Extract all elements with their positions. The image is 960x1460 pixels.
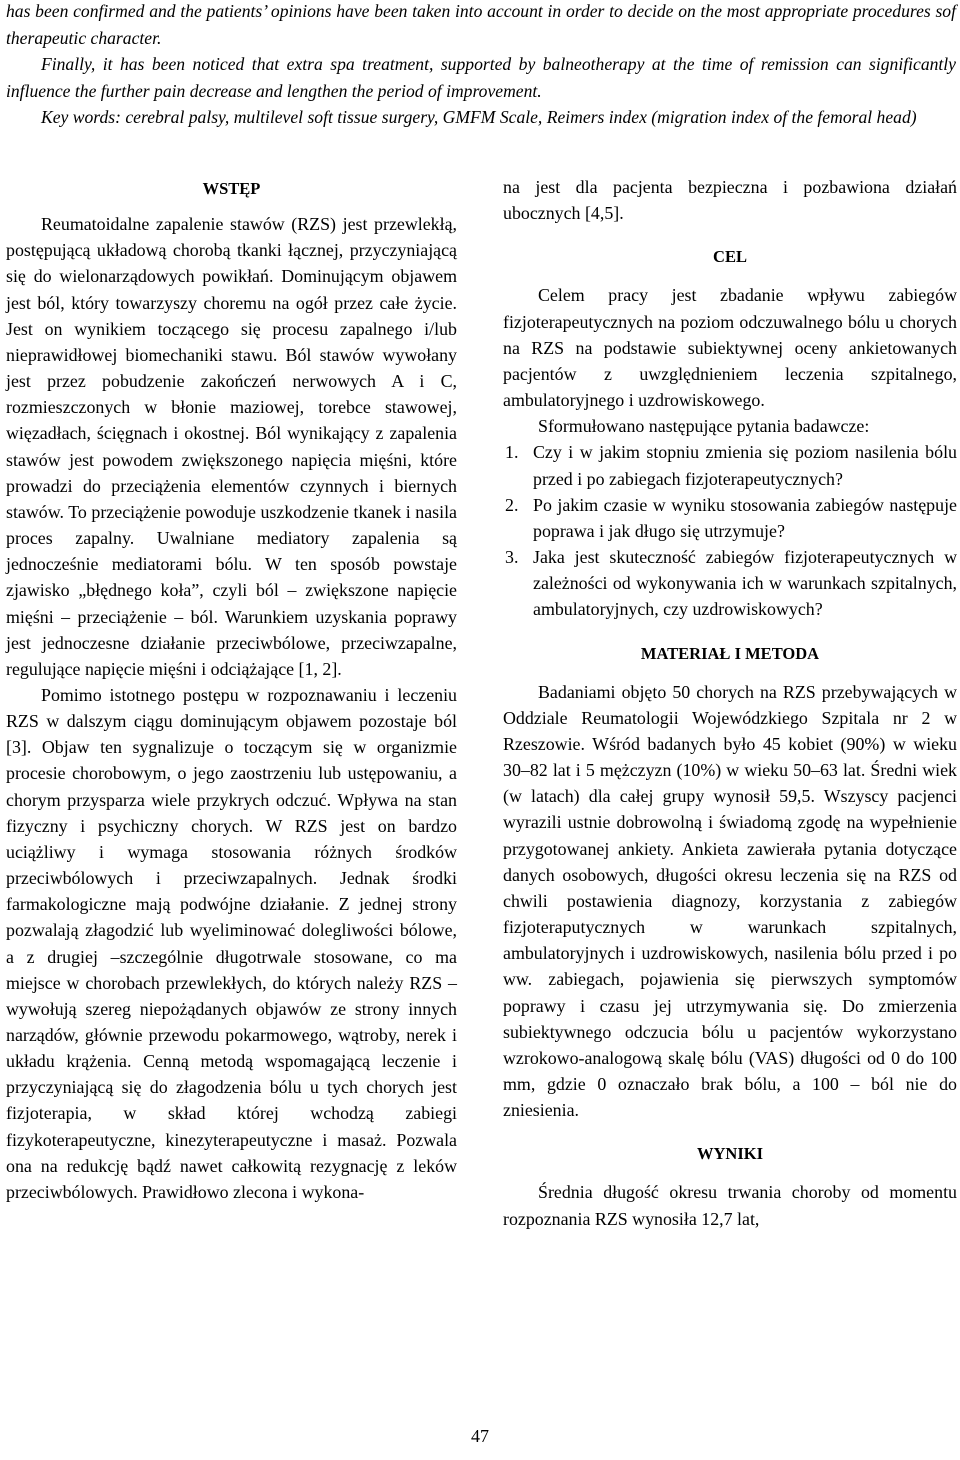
list-item-text: Jaka jest skuteczność zabiegów fizjoterapeutycznych w zależności od wykonywania ich w warunkach szpitalnych, ambulatoryjnych, czy uzdrowiskowych? (533, 547, 957, 620)
left-column (6, 172, 457, 1205)
list-item-text: Czy i w jakim stopniu zmienia się poziom nasilenia bólu przed i po zabiegach fizjoterapeutycznych? (533, 442, 957, 489)
section-heading-material: MATERIAŁ I METODA (640, 643, 820, 663)
list-item-number: 1. (505, 442, 519, 463)
list-item (503, 439, 957, 491)
abstract-paragraph: has been confirmed and the patients’ opinions have been taken into account in order to decide on the most appropriate procedures sof therapeutic character. (6, 1, 956, 48)
section-heading-wyniki: WYNIKI (696, 1144, 763, 1164)
body-paragraph-continuation: na jest dla pacjenta bezpieczna i pozbawiona działań ubocznych [4,5]. (503, 177, 957, 224)
body-paragraph: Sformułowano następujące pytania badawcze: (538, 416, 870, 437)
english-abstract (6, 0, 956, 131)
body-paragraph: Średnia długość okresu trwania choroby od momentu rozpoznania RZS wynosiła 12,7 lat, (503, 1182, 957, 1229)
list-item (503, 492, 957, 544)
page-number: 47 (471, 1426, 489, 1446)
body-paragraph: Reumatoidalne zapalenie stawów (RZS) jest przewlekłą, postępującą układową chorobą tkanki łącznej, przyczyniającą się do wielonarządowych powikłań. Dominującym objawem jest ból, który towarzyszy choremu na ogół przez całe życie. Jest on wynikiem toczącego się procesu zapalnego i/lub nieprawidłowej biomechaniki stawu. Ból stawów wywołany jest przez pobudzenie zakończeń nerwowych A i C, rozmieszczonych w błonie maziowej, torebce stawowej, więzadłach, ścięgnach i okostnej. Ból wynikający z zapalenia stawów jest powodem zwiększonego napięcia mięśni, które prowadzi do przeciążenia elementów czynnych i biernych stawów. To przeciążenie powoduje uszkodzenie tkanek i nasila proces zapalny. Uwalniane mediatory zapalenia są jednocześnie mediatorami bólu. W ten sposób powstaje zjawisko „błędnego koła”, czyli ból – zwiększone napięcie mięśni – przeciążenie – ból. Warunkiem uzyskania poprawy jest jednoczesne działanie przeciwbólowe, przeciwzapalne, regulujące napięcie mięśni i odciążające [1, 2]. (6, 214, 457, 679)
right-column (503, 174, 957, 1232)
list-item (503, 544, 957, 622)
list-item-number: 2. (505, 494, 519, 515)
list-item-text: Po jakim czasie w wyniku stosowania zabiegów następuje poprawa i jak długo się utrzymuje? (533, 494, 957, 541)
body-paragraph: Pomimo istotnego postępu w rozpoznawaniu i leczeniu RZS w dalszym ciągu dominującym objawem pozostaje ból [3]. Objaw ten sygnalizuje o toczącym się w organizmie procesie chorobowym, o jego zaostrzeniu lub ustępowaniu, a chorym przysparza wiele przykrych odczuć. Wpływa na stan fizyczny i psychiczny chorych. W RZS jest on bardzo uciążliwy i wymaga stosowania różnych środków przeciwbólowych i przeciwzapalnych. Jednak środki farmakologiczne mają podwójne działanie. Z jednej strony pozwalają złagodzić lub wyeliminować dolegliwości bólowe, a z drugiej –szczególnie długotrwale stosowane, co ma miejsce w chorobach przewlekłych, do których należy RZS – wywołują szereg niepożądanych objawów ze strony innych narządów, głównie przewodu pokarmowego, wątroby, nerek i układu krążenia. Cenną metodą wspomagającą leczenie i przyczyniającą się do złagodzenia bólu u tych chorych jest fizjoterapia, w skład której wchodzą zabiegi fizykoterapeutyczne, kinezyterapeutyczne i masaż. Pozwala ona na redukcję bądź nawet całkowitą rezygnację z leków przeciwbólowych. Prawidłowo zlecona i wykona- (6, 684, 457, 1202)
list-item-number: 3. (505, 547, 519, 568)
section-heading-cel: CEL (713, 247, 747, 267)
body-paragraph: Badaniami objęto 50 chorych na RZS przebywających w Oddziale Reumatologii Wojewódzkiego Szpitala nr 2 w Rzeszowie. Wśród badanych było 45 kobiet (90%) w wieku 30–82 lat i 5 mężczyzn (10%) w wieku 50–63 lat. Średni wiek (w latach) dla całej grupy wynosił 59,5. Wszyscy pacjenci wyrazili ustnie dobrowolną i świadomą zgodę na wypełnienie przygotowanej ankiety. Ankieta zawierała pytania dotyczące danych osobowych, długości okresu leczenia się na RZS od chwili postawienia diagnozy, korzystania z zabiegów fizjoteraputycznych w warunkach szpitalnych, ambulatoryjnych i uzdrowiskowych, nasilenia bólu przed i po ww. zabiegach, pojawienia się pierwszych symptomów poprawy i czasu jej utrzymywania się. Do zmierzenia subiektywnego odczucia bólu u pacjentów wykorzystano wzrokowo-analogową skalę bólu (VAS) długości od 0 do 100 mm, gdzie 0 oznaczało brak bólu, a 100 – ból nie do zniesienia. (503, 681, 957, 1121)
research-questions-list (503, 439, 957, 622)
section-heading-wstep: WSTĘP (202, 179, 261, 198)
abstract-paragraph: Finally, it has been noticed that extra spa treatment, supported by balneotherapy at the time of remission can significantly influence the further pain decrease and lengthen the period of improvement. (6, 54, 956, 101)
abstract-keywords: Key words: cerebral palsy, multilevel soft tissue surgery, GMFM Scale, Reimers index (migration index of the femoral head) (41, 107, 917, 127)
body-paragraph: Celem pracy jest zbadanie wpływu zabiegów fizjoterapeutycznych na poziom odczuwalnego bólu u chorych na RZS na podstawie subiektywnej oceny ankietowanych pacjentów z uwzględnieniem leczenia szpitalnego, ambulatoryjnego i uzdrowiskowego. (503, 285, 957, 411)
